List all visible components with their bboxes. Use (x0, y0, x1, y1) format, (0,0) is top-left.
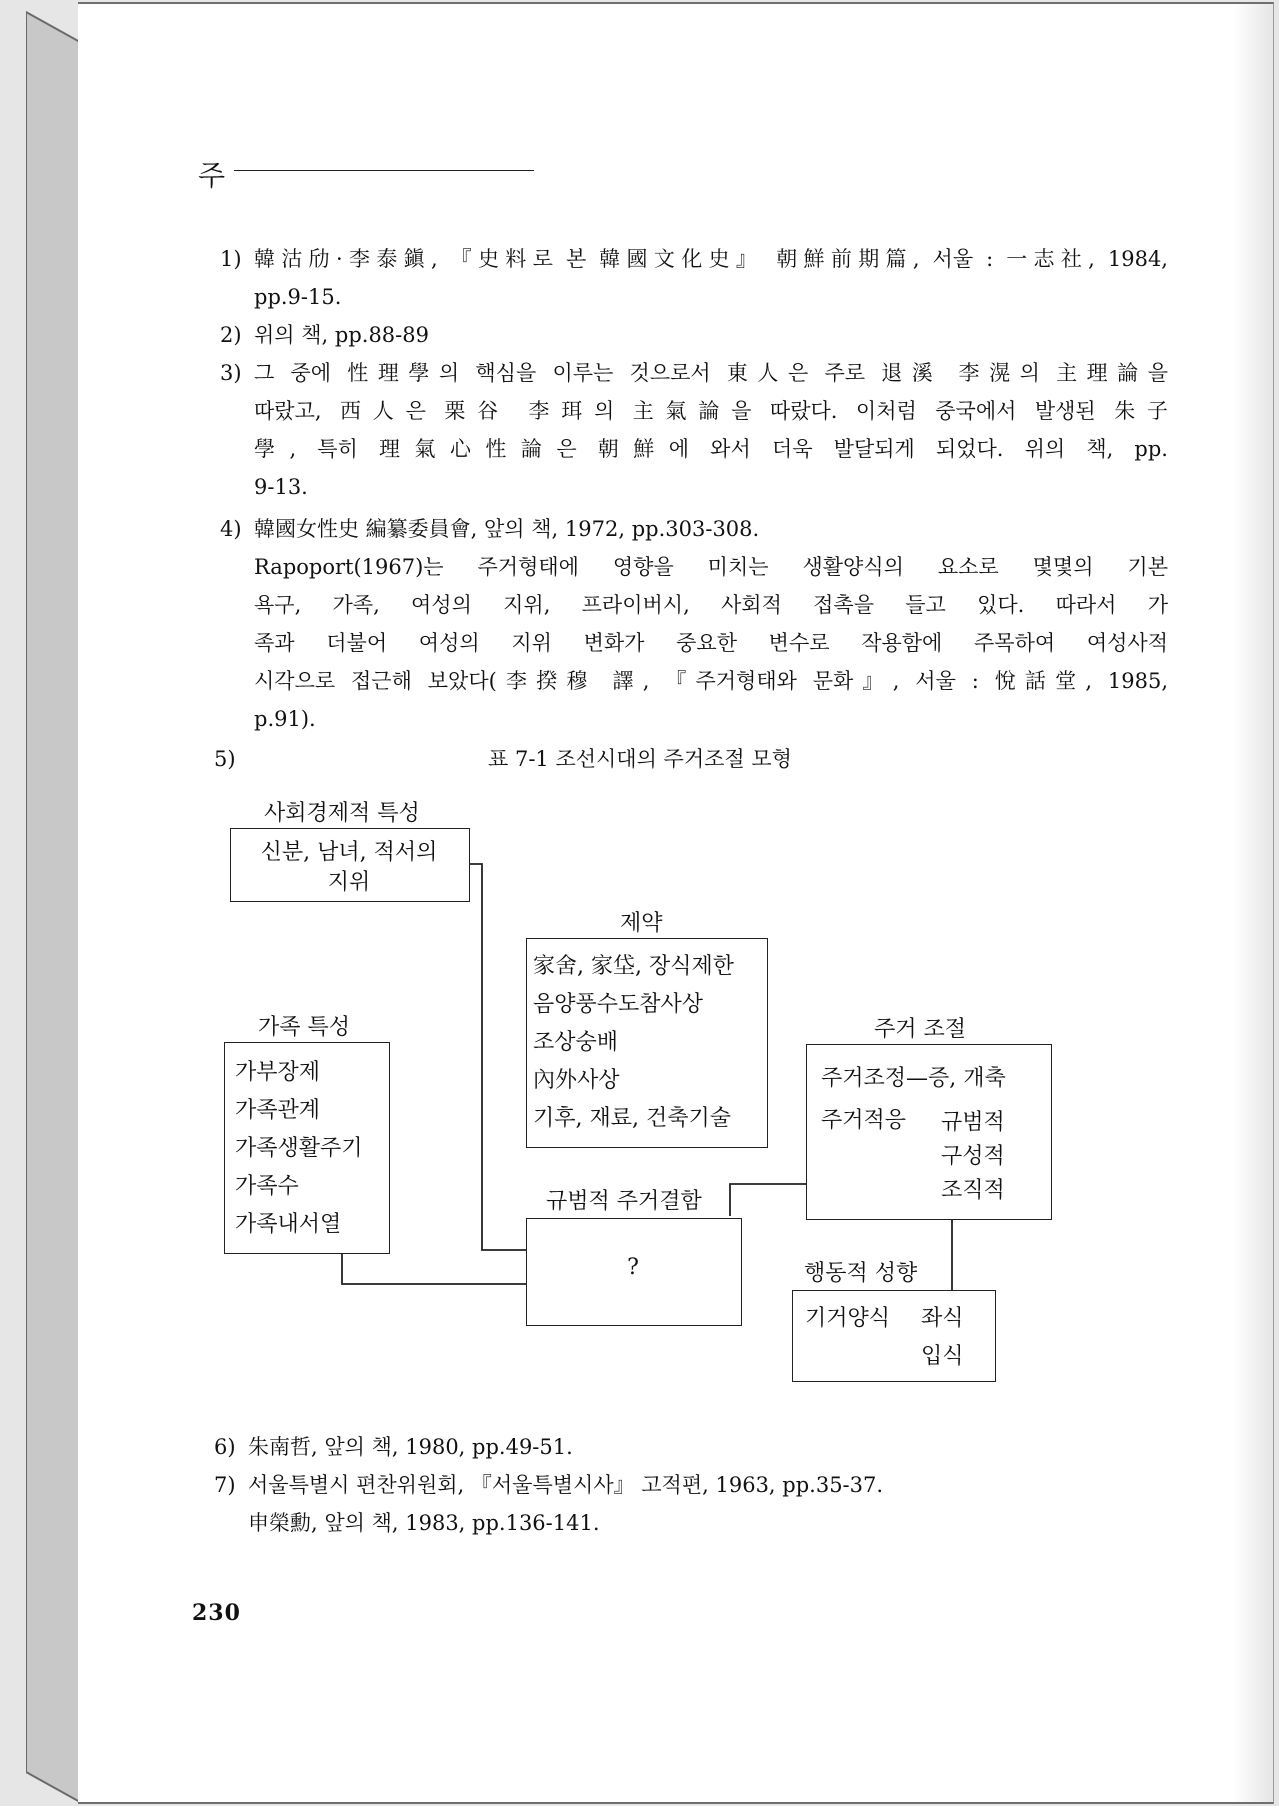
notes-heading: 주 (198, 159, 226, 192)
note-line: 朱南哲, 앞의 책, 1980, pp.49-51. (248, 1435, 573, 1459)
note-number: 1) (220, 247, 242, 271)
note-number: 7) (214, 1473, 236, 1497)
note-number: 5) (214, 747, 236, 771)
box-line: 주거적응 (821, 1108, 907, 1133)
constraint-box (526, 938, 768, 1148)
housing-adjustment-box (806, 1044, 1052, 1220)
constraint-label: 제약 (620, 911, 663, 936)
box-line: 조직적 (941, 1178, 1005, 1203)
note-line: 申榮勳, 앞의 책, 1983, pp.136-141. (248, 1511, 600, 1535)
book-spine (26, 2, 80, 1804)
box-line: 지위 (327, 870, 371, 895)
note-line: 욕구, 가족, 여성의 지위, 프라이버시, 사회적 접촉을 들고 있다. 따라서 가 (254, 593, 1168, 617)
note-line: 韓沽劤·李泰鎭, 『史料로 본 韓國文化史』 朝鮮前期篇, 서울 : 一志社, 1984, (254, 247, 1168, 271)
page-number: 230 (192, 1600, 241, 1626)
box-line: 입식 (921, 1344, 964, 1369)
box-line: 기거양식 (805, 1306, 891, 1331)
note-number: 6) (214, 1435, 236, 1459)
note-line: 시각으로 접근해 보았다(李揆穆 譯, 『주거형태와 문화』, 서울 : 悅話堂, 1985, (254, 669, 1168, 693)
box-line: 가족수 (235, 1174, 299, 1199)
family-box (224, 1042, 390, 1254)
box-line: 조상숭배 (533, 1030, 619, 1055)
table-title: 표 7-1 조선시대의 주거조절 모형 (488, 747, 792, 771)
box-line: 가족관계 (235, 1098, 321, 1123)
note-line: 그 중에 性理學의 핵심을 이루는 것으로서 東人은 주로 退溪 李滉의 主理論을 (254, 361, 1168, 385)
question-mark: ? (627, 1255, 639, 1280)
box-line: 家舍, 家垈, 장식제한 (533, 954, 734, 979)
note-line: pp.9-15. (254, 285, 342, 309)
behavioral-tendency-label: 행동적 성향 (804, 1261, 918, 1286)
box-line: 신분, 남녀, 적서의 (260, 840, 438, 865)
box-line: 內外사상 (533, 1068, 620, 1093)
box-line: 좌식 (921, 1306, 964, 1331)
note-line: Rapoport(1967)는 주거형태에 영향을 미치는 생활양식의 요소로 몇몇의 기본 (254, 555, 1168, 579)
note-number: 4) (220, 517, 242, 541)
normative-deficit-label: 규범적 주거결함 (546, 1189, 702, 1214)
note-line: 위의 책, pp.88-89 (254, 323, 429, 347)
socio-economic-label: 사회경제적 특성 (264, 801, 420, 826)
note-line: 學, 특히 理氣心性論은 朝鮮에 와서 더욱 발달되게 되었다. 위의 책, pp. (254, 437, 1168, 461)
box-line: 가족생활주기 (235, 1136, 363, 1161)
note-line: 서울특별시 편찬위원회, 『서울특별시사』 고적편, 1963, pp.35-37. (248, 1473, 884, 1497)
behavioral-tendency-box (792, 1290, 996, 1382)
box-line: 가부장제 (235, 1060, 321, 1085)
note-line: p.91). (254, 707, 316, 731)
note-line: 9-13. (254, 475, 308, 499)
socio-economic-box (230, 828, 470, 902)
normative-deficit-box (526, 1218, 742, 1326)
box-line: 규범적 (941, 1110, 1005, 1135)
note-line: 족과 더불어 여성의 지위 변화가 중요한 변수로 작용함에 주목하여 여성사적 (254, 631, 1168, 655)
note-number: 2) (220, 323, 242, 347)
box-line: 음양풍수도참사상 (533, 992, 704, 1017)
note-line: 韓國女性史 編纂委員會, 앞의 책, 1972, pp.303-308. (254, 517, 760, 541)
note-line: 따랐고, 西人은 栗谷 李珥의 主氣論을 따랐다. 이처럼 중국에서 발생된 朱子 (254, 399, 1168, 423)
book-page (78, 2, 1274, 1804)
note-number: 3) (220, 361, 242, 385)
family-label: 가족 특성 (258, 1015, 351, 1040)
box-line: 기후, 재료, 건축기술 (533, 1106, 731, 1131)
box-line: 가족내서열 (235, 1212, 342, 1237)
housing-adjustment-label: 주거 조절 (874, 1017, 967, 1042)
box-line: 구성적 (941, 1144, 1005, 1169)
box-line: 주거조정—증, 개축 (821, 1066, 1006, 1091)
